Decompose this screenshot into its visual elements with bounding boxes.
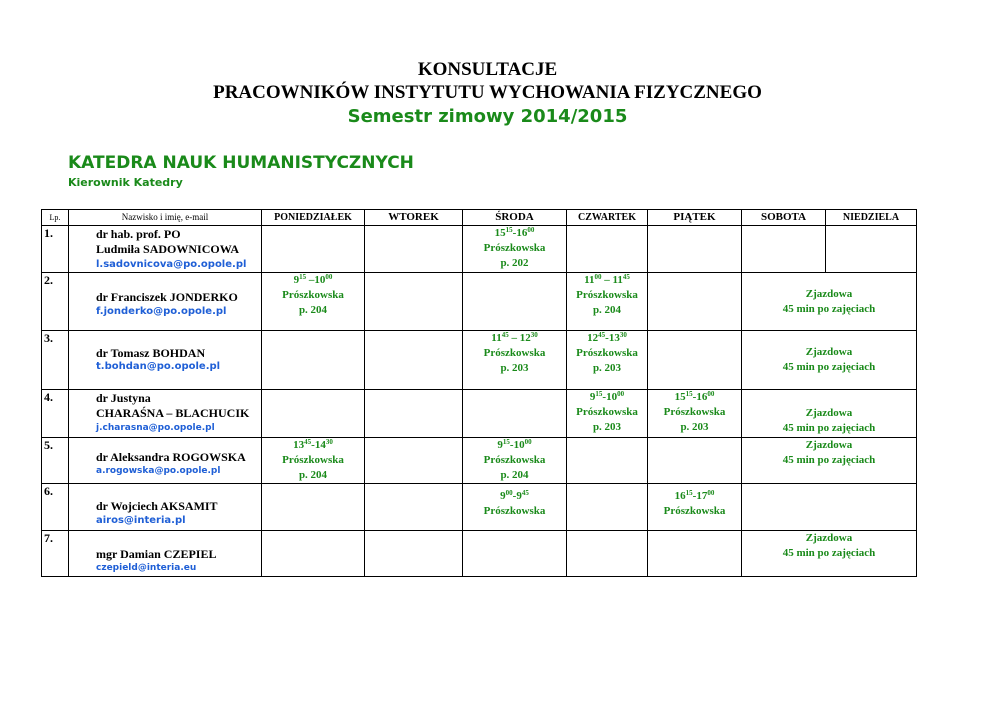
weekend-cell xyxy=(742,438,917,484)
thursday-cell xyxy=(567,226,648,273)
thursday-cell xyxy=(567,331,648,390)
time-range: $16^{15}-17^{00}$ xyxy=(674,489,715,502)
friday-cell xyxy=(648,273,742,331)
semester-title: Semestr zimowy 2014/2015 xyxy=(347,106,628,127)
person-email[interactable]: a.rogowska@po.opole.pl xyxy=(96,466,221,476)
table-row xyxy=(42,273,917,331)
weekend-mode: Zjazdowa xyxy=(805,532,853,544)
col-sunday: NIEDZIELA xyxy=(826,210,917,226)
friday-cell xyxy=(648,438,742,484)
weekend-cell xyxy=(742,531,917,577)
tuesday-cell xyxy=(365,331,463,390)
monday-cell xyxy=(262,226,365,273)
time-range: $9^{15}$ $-10^{00}$ xyxy=(293,273,333,286)
name-cell xyxy=(69,438,262,484)
monday-cell xyxy=(262,484,365,531)
thursday-cell xyxy=(567,531,648,577)
weekend-cell xyxy=(742,273,917,331)
table-row xyxy=(42,438,917,484)
row-number: 1. xyxy=(42,226,69,273)
friday-cell xyxy=(648,331,742,390)
weekend-mode: Zjazdowa xyxy=(805,287,853,300)
weekend-cell xyxy=(742,484,917,531)
wednesday-cell xyxy=(463,390,567,438)
col-name: Nazwisko i imię, e-mail xyxy=(69,210,262,226)
location: Prószkowska xyxy=(483,347,546,359)
tuesday-cell xyxy=(365,531,463,577)
room: p. 203 xyxy=(592,421,622,433)
friday-cell xyxy=(648,390,742,438)
tuesday-cell xyxy=(365,484,463,531)
weekend-mode: Zjazdowa xyxy=(805,346,853,358)
wednesday-cell xyxy=(463,226,567,273)
person-name: dr Wojciech AKSAMIT xyxy=(96,499,218,513)
location: Prószkowska xyxy=(576,289,638,301)
room: p. 204 xyxy=(298,304,328,316)
name-cell xyxy=(69,273,262,331)
person-name: dr Aleksandra ROGOWSKA xyxy=(96,450,246,464)
room: p. 204 xyxy=(592,304,622,316)
time-range: $9^{15}-10^{00}$ xyxy=(497,438,532,451)
person-name: CHARAŚNA – BLACHUCIK xyxy=(96,406,250,420)
person-email[interactable]: czepield@interia.eu xyxy=(96,563,197,573)
wednesday-cell xyxy=(463,273,567,331)
monday-cell xyxy=(262,331,365,390)
department-head-label: Kierownik Katedry xyxy=(68,176,183,189)
weekend-cell xyxy=(742,331,917,390)
time-range: $11^{45} - 12^{30}$ xyxy=(491,331,538,344)
col-thursday: CZWARTEK xyxy=(567,210,648,226)
weekend-note: 45 min po zajęciach xyxy=(782,454,876,466)
weekend-note: 45 min po zajęciach xyxy=(782,422,876,434)
saturday-cell xyxy=(742,226,826,273)
time-range: $11^{00} - 11^{45}$ xyxy=(584,273,630,286)
table-row xyxy=(42,484,917,531)
row-number: 3. xyxy=(42,331,69,390)
weekend-note: 45 min po zajęciach xyxy=(782,361,876,373)
wednesday-cell xyxy=(463,484,567,531)
row-number: 6. xyxy=(42,484,69,531)
monday-cell xyxy=(262,273,365,331)
time-range: $12^{45}-13^{30}$ xyxy=(587,331,627,344)
person-title: dr Justyna xyxy=(96,391,151,405)
title-line-1: KONSULTACJE xyxy=(417,59,558,80)
location: Prószkowska xyxy=(483,454,546,466)
time-range: $9^{15}-10^{00}$ xyxy=(589,390,625,403)
tuesday-cell xyxy=(365,390,463,438)
wednesday-cell xyxy=(463,438,567,484)
tuesday-cell xyxy=(365,226,463,273)
name-cell xyxy=(69,531,262,577)
thursday-cell xyxy=(567,273,648,331)
table-row xyxy=(42,226,917,273)
weekend-mode: Zjazdowa xyxy=(805,407,853,419)
col-wednesday: ŚRODA xyxy=(463,210,567,226)
col-friday: PIĄTEK xyxy=(648,210,742,226)
title-line-2: PRACOWNIKÓW INSTYTUTU WYCHOWANIA FIZYCZNEGO xyxy=(213,82,762,103)
time-range: $9^{00}-9^{45}$ xyxy=(500,489,529,502)
weekend-mode: Zjazdowa xyxy=(805,439,853,451)
weekend-cell xyxy=(742,390,917,438)
person-email[interactable]: l.sadovnicova@po.opole.pl xyxy=(96,259,247,270)
col-monday: PONIEDZIAŁEK xyxy=(262,210,365,226)
location: Prószkowska xyxy=(282,454,344,466)
room: p. 204 xyxy=(298,469,328,481)
person-name: Ludmiła SADOWNICOWA xyxy=(96,242,240,256)
name-cell xyxy=(69,331,262,390)
table-row xyxy=(42,531,917,577)
table-row xyxy=(42,331,917,390)
location: Prószkowska xyxy=(576,406,638,418)
consultation-table xyxy=(41,209,917,577)
person-name: dr Franciszek JONDERKO xyxy=(96,290,238,304)
time-range: $15^{15}-16^{00}$ xyxy=(494,226,535,239)
person-name: dr Tomasz BOHDAN xyxy=(96,346,206,360)
location: Prószkowska xyxy=(483,505,546,517)
location: Prószkowska xyxy=(483,242,546,254)
location: Prószkowska xyxy=(663,406,726,418)
wednesday-cell xyxy=(463,531,567,577)
room: p. 203 xyxy=(592,362,622,374)
name-cell xyxy=(69,390,262,438)
weekend-note: 45 min po zajęciach xyxy=(782,547,876,559)
col-saturday: SOBOTA xyxy=(742,210,826,226)
time-range: $15^{15}-16^{00}$ xyxy=(674,390,715,403)
person-email[interactable]: airos@interia.pl xyxy=(96,515,186,526)
name-cell xyxy=(69,484,262,531)
monday-cell xyxy=(262,438,365,484)
friday-cell xyxy=(648,484,742,531)
time-range: $13^{45}-14^{30}$ xyxy=(293,438,333,451)
row-number: 7. xyxy=(42,531,69,577)
room: p. 202 xyxy=(500,257,529,269)
location: Prószkowska xyxy=(663,505,726,517)
weekend-note: 45 min po zajęciach xyxy=(782,302,876,315)
row-number: 5. xyxy=(42,438,69,484)
sunday-cell xyxy=(826,226,917,273)
header-row xyxy=(42,210,917,226)
friday-cell xyxy=(648,226,742,273)
thursday-cell xyxy=(567,390,648,438)
name-cell xyxy=(69,226,262,273)
room: p. 203 xyxy=(500,362,529,374)
department-title: KATEDRA NAUK HUMANISTYCZNYCH xyxy=(68,153,414,173)
room: p. 204 xyxy=(500,469,529,481)
thursday-cell xyxy=(567,484,648,531)
person-email[interactable]: f.jonderko@po.opole.pl xyxy=(96,306,227,317)
room: p. 203 xyxy=(680,421,709,433)
person-email[interactable]: j.charasna@po.opole.pl xyxy=(96,423,215,433)
wednesday-cell xyxy=(463,331,567,390)
person-name: mgr Damian CZEPIEL xyxy=(96,547,217,561)
person-title: dr hab. prof. PO xyxy=(96,227,181,241)
row-number: 4. xyxy=(42,390,69,438)
col-lp: Lp. xyxy=(42,210,69,226)
monday-cell xyxy=(262,531,365,577)
friday-cell xyxy=(648,531,742,577)
location: Prószkowska xyxy=(576,347,638,359)
tuesday-cell xyxy=(365,273,463,331)
person-email[interactable]: t.bohdan@po.opole.pl xyxy=(96,361,221,372)
monday-cell xyxy=(262,390,365,438)
tuesday-cell xyxy=(365,438,463,484)
location: Prószkowska xyxy=(282,289,344,301)
col-tuesday: WTOREK xyxy=(365,210,463,226)
table-row xyxy=(42,390,917,438)
thursday-cell xyxy=(567,438,648,484)
row-number: 2. xyxy=(42,273,69,331)
